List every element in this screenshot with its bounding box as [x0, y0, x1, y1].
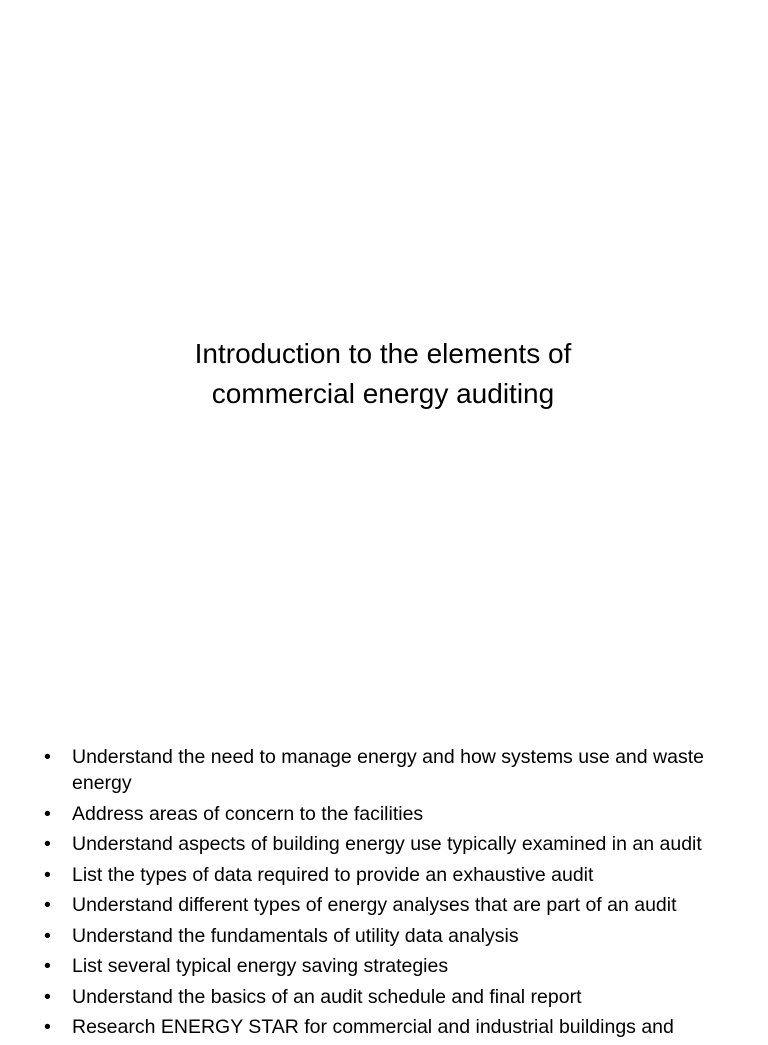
bullet-icon: •	[44, 833, 51, 855]
objectives-list	[44, 744, 734, 1045]
bullet-icon: •	[44, 894, 51, 916]
list-item	[44, 953, 734, 979]
slide-title	[100, 334, 666, 414]
bullet-icon: •	[44, 802, 51, 825]
bullet-icon: •	[44, 746, 51, 768]
list-item	[44, 984, 734, 1010]
list-item-text: List the types of data required to provide an exhaustive audit	[72, 863, 594, 886]
list-item	[44, 801, 734, 827]
list-item-text: List several typical energy saving strategies	[72, 955, 449, 977]
list-item	[44, 923, 734, 949]
list-item-text: Research ENERGY STAR for commercial and industrial buildings and	[72, 1016, 674, 1038]
list-item	[44, 892, 734, 918]
list-item-text: Address areas of concern to the facilities	[72, 802, 424, 825]
list-item-text: Understand different types of energy analyses that are part of an audit	[72, 894, 677, 916]
slide-title-line-1: Introduction to the elements of	[194, 338, 572, 369]
list-item	[44, 744, 734, 796]
bullet-icon: •	[44, 1016, 51, 1038]
list-item	[44, 831, 734, 857]
list-item-text: Understand the basics of an audit schedule and final report	[72, 985, 582, 1008]
bullet-icon: •	[44, 985, 51, 1008]
list-item	[44, 862, 734, 888]
slide-title-line-2: commercial energy auditing	[211, 378, 555, 409]
list-item-text: Understand the fundamentals of utility data analysis	[72, 924, 519, 947]
list-item-text: Understand aspects of building energy use typically examined in an audit	[72, 833, 702, 855]
list-item-text: Understand the need to manage energy and how systems use and waste energy	[72, 746, 704, 794]
bullet-icon: •	[44, 863, 51, 886]
list-item	[44, 1014, 734, 1040]
bullet-icon: •	[44, 924, 51, 947]
bullet-icon: •	[44, 955, 51, 977]
